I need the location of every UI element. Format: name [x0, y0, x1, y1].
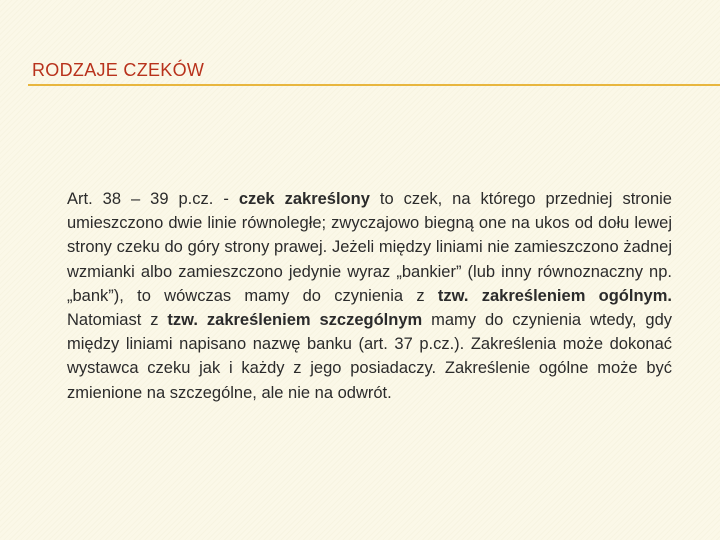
- title-underline: [28, 84, 720, 86]
- body-segment: Natomiast z: [67, 311, 168, 330]
- body-segment: to czek, na którego przedniej stronie umieszczono dwie linie równoległe; zwyczajowo biegną one na ukos od dołu lewej strony czeku do góry strony prawej. Jeżeli między liniami nie zamieszczono żadnej wzmianki albo zamieszczono jedynie wyraz „bankier” (lub inny równoznaczny np. „bank”), to wówczas mamy do czynienia z: [67, 190, 672, 305]
- body-segment: Art. 38 – 39 p.cz. -: [67, 190, 239, 208]
- body-segment-bold: tzw. zakreśleniem szczególnym: [167, 311, 423, 330]
- slide-title: RODZAJE CZEKÓW: [32, 60, 205, 80]
- body-segment-bold: tzw. zakreśleniem ogólnym.: [437, 286, 672, 305]
- slide-body-text: [67, 187, 672, 405]
- body-segment-bold: czek zakreślony: [238, 190, 370, 208]
- body-segment: mamy do czynienia wtedy, gdy między liniami napisano nazwę banku (art. 37 p.cz.). Zakreślenia może dokonać wystawca czeku jak i każdy z jego posiadaczy. Zakreślenie ogólne może być zmienione na szczególne, ale nie na odwrót.: [67, 311, 672, 402]
